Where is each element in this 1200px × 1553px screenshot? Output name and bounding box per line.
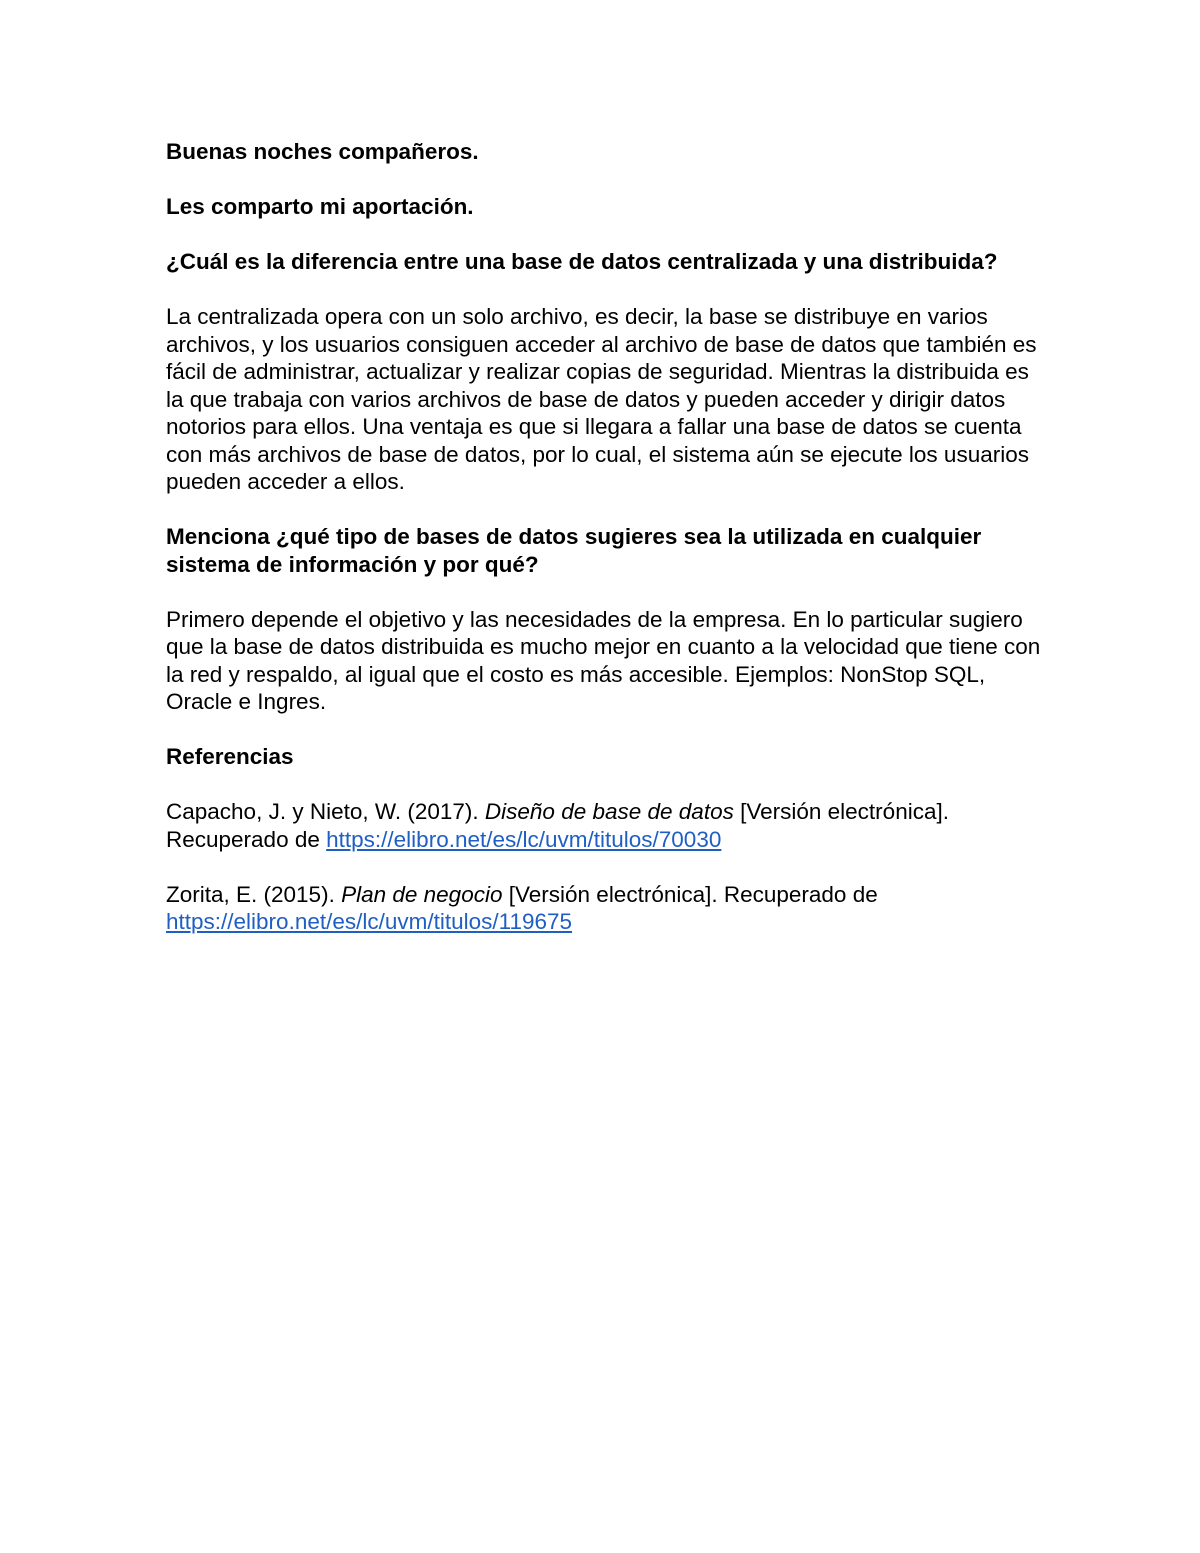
reference-title: Plan de negocio (341, 881, 503, 907)
reference-entry-1 (166, 798, 1046, 853)
reference-title: Diseño de base de datos (484, 799, 734, 824)
reference-link[interactable]: https://elibro.net/es/lc/uvm/titulos/70030 (326, 826, 722, 852)
answer-1-paragraph: La centralizada opera con un solo archivo, es decir, la base se distribuye en varios archivos, y los usuarios consiguen acceder al archivo de base de datos que también es fácil de administrar, actualizar y realizar copias de seguridad. Mientras la distribuida es la que trabaja con varios archivos de base de datos y pueden acceder y dirigir datos notorios para ellos. Una ventaja es que si llegara a fallar una base de datos se cuenta con más archivos de base de datos, por lo cual, el sistema aún se ejecute los usuarios pueden acceder a ellos. (166, 304, 1037, 494)
document-page (166, 138, 1046, 936)
reference-rest: [Versión electrónica]. Recuperado de (508, 881, 878, 907)
answer-2-paragraph: Primero depende el objetivo y las necesidades de la empresa. En lo particular sugiero que la base de datos distribuida es mucho mejor en cuanto a la velocidad que tiene con la red y respaldo, al igual que el costo es más accesible. Ejemplos: NonStop SQL, Oracle e Ingres. (166, 606, 1041, 714)
reference-entry-2 (166, 881, 1046, 936)
reference-authors: Zorita, E. (2015). (166, 881, 335, 907)
question-1-heading: ¿Cuál es la diferencia entre una base de datos centralizada y una distribuida? (166, 249, 998, 274)
references-heading: Referencias (166, 744, 294, 769)
reference-authors: Capacho, J. y Nieto, W. (2017). (166, 799, 479, 824)
intro-line: Les comparto mi aportación. (166, 194, 474, 219)
greeting-line: Buenas noches compañeros. (166, 139, 479, 164)
reference-rest: [Versión electrónica]. Recuperado de (166, 799, 949, 852)
reference-link[interactable]: https://elibro.net/es/lc/uvm/titulos/119675 (166, 909, 573, 934)
question-2-heading: Menciona ¿qué tipo de bases de datos sugieres sea la utilizada en cualquier sistema de información y por qué? (166, 524, 982, 577)
